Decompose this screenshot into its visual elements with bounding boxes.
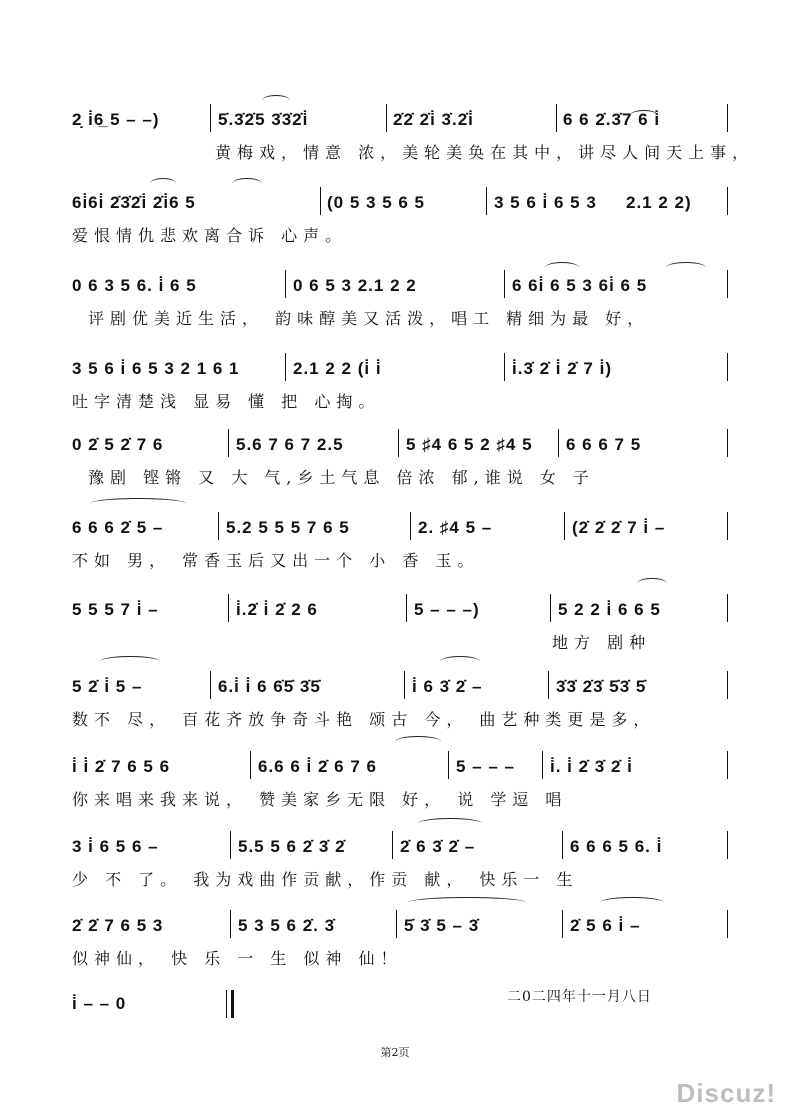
measure: i̇ 6 3̇ 2̇ – [412,677,483,696]
score-line-9 [0,747,790,817]
measure: (2̇ 2̇ 2̇ 7 i̇ – [572,518,666,537]
barline [230,910,231,938]
score-line-2 [0,183,790,253]
barline [727,429,728,457]
barline [542,751,543,779]
slur-mark [545,262,579,273]
measure: 5 3 5 6 2̇. 3̇ [238,916,336,935]
slur-mark [395,736,441,747]
measure: 6 6 6 2̇ 5 – [72,518,164,537]
barline [727,270,728,298]
barline [727,512,728,540]
measure: 2̇ 5 6 i̇ – [570,916,641,935]
measure: 2.1 2 2 (i̇ i̇ [293,359,382,378]
slur-mark [262,95,290,106]
notation-row [0,349,790,385]
measure: 5 – – –) [414,600,480,619]
barline [548,671,549,699]
barline [504,353,505,381]
barline [550,594,551,622]
final-barline-thin [226,990,227,1018]
barline [562,831,563,859]
notation-row [0,425,790,461]
measure: 3 i̇ 6 5 6 – [72,837,159,856]
slur-mark [150,178,176,189]
barline [396,910,397,938]
score-line-6 [0,508,790,578]
notation-row [0,984,790,1020]
notation-row [0,183,790,219]
lyric-line: 你来唱来我来说， 赞美家乡无限 好， 说 学逗 唱 [72,790,568,809]
measure: (0 5 3 5 6 5 [327,193,426,212]
measure: 5̇.3̇2̇5 3̇3̇2̇i̇ [218,110,309,129]
notation-row [0,827,790,863]
measure: 6 6 2̇.3̇7 6 i̇ [563,110,661,129]
barline [504,270,505,298]
lyric-line: 地方 剧种 [552,633,652,652]
barline [230,831,231,859]
measure: 3̇3̇ 2̇3̇ 5̇3̇ 5̇ [556,677,647,696]
lyric-line: 数不 尽， 百花齐放争奇斗艳 颂古 今， 曲艺种类更是多， [72,710,656,729]
score-line-11 [0,906,790,976]
barline [386,104,387,132]
measure: 6.6 6 i̇ 2̇ 6 7 6 [258,757,377,776]
score-line-10 [0,827,790,897]
barline [564,512,565,540]
barline [210,671,211,699]
measure: 2̇ 6 3̇ 2̇ – [400,837,476,856]
measure: 5 2̇ i̇ 5 – [72,677,143,696]
slur-mark [90,498,186,509]
barline [727,910,728,938]
measure: 5 2 2 i̇ 6 6 5 [558,600,661,619]
measure: 6 6i̇ 6 5 3 6i̇ 6 5 [512,276,648,295]
barline [285,270,286,298]
measure: 2̇ 2̇ 7 6 5 3 [72,916,164,935]
lyric-line: 黄梅戏，情意 浓，美轮美奂在其中，讲尽人间天上事， [215,143,755,162]
notation-row [0,100,790,136]
measure: 5.5 5 6 2̇ 3̇ 2̇ [238,837,346,856]
barline [562,910,563,938]
measure: i̇ – – 0 [72,994,127,1013]
barline [320,187,321,215]
final-barline-thick [231,990,234,1018]
barline [558,429,559,457]
forum-watermark: Discuz! [676,1078,776,1108]
barline [285,353,286,381]
slur-mark [100,656,160,667]
measure: 5.6 7 6 7 2.5 [236,435,344,454]
slur-mark [408,897,526,908]
measure: 2.1 2 2) [626,193,692,212]
notation-row [0,508,790,544]
barline [727,671,728,699]
lyric-line: 吐字清楚浅 显易 懂 把 心掏。 [72,392,381,411]
barline [727,751,728,779]
barline [727,594,728,622]
measure: 0 6 5 3 2.1 2 2 [293,276,417,295]
composition-date: 二0二四年十一月八日 [507,989,652,1005]
barline [210,104,211,132]
notation-row [0,747,790,783]
barline [727,353,728,381]
barline [406,594,407,622]
barline [727,831,728,859]
barline [398,429,399,457]
measure: 3 5 6 i̇ 6 5 3 2 1 6 1 [72,359,240,378]
measure: 6 6 6 7 5 [566,435,642,454]
measure: 5.2 5 5 5 7 6 5 [226,518,350,537]
score-line-7 [0,590,790,660]
measure: i̇.3̇ 2̇ i̇ 2̇ 7 i̇) [512,359,612,378]
measure: 5 – – – [456,757,515,776]
measure: 0 6 3 5 6. i̇ 6 5 [72,276,197,295]
measure: 6i̇6i̇ 2̇3̇2̇i̇ 2̇i̇6 5 [72,193,196,212]
barline [228,594,229,622]
notation-row [0,667,790,703]
barline [404,671,405,699]
score-line-3 [0,266,790,336]
barline [448,751,449,779]
lyric-line: 少 不 了。 我为戏曲作贡献，作贡 献， 快乐一 生 [72,870,579,889]
slur-mark [630,110,658,121]
barline [392,831,393,859]
barline [228,429,229,457]
measure: i̇ i̇ 2̇ 7 6 5 6 [72,757,171,776]
lyric-line: 似神仙， 快 乐 一 生 似神 仙！ [72,949,403,968]
score-line-4 [0,349,790,419]
measure: 5 ♯4 6 5 2 ♯4 5 [406,435,533,454]
measure: 0 2̇ 5 2̇ 7 6 [72,435,164,454]
score-line-8 [0,667,790,737]
slur-mark [637,578,667,589]
barline [727,104,728,132]
measure: 2. ♯4 5 – [418,518,493,537]
measure: 6 6 6 5 6. i̇ [570,837,663,856]
slur-mark [418,818,482,829]
lyric-line: 评剧优美近生活， 韵味醇美又活泼，唱工 精细为最 好， [88,309,650,328]
measure: 5̇ 3̇ 5 – 3̇ [404,916,480,935]
slur-mark [666,262,706,273]
slur-mark [440,656,480,667]
measure: i̇. i̇ 2̇ 3̇ 2̇ i̇ [550,757,633,776]
barline [250,751,251,779]
barline [727,187,728,215]
measure: i̇.2̇ i̇ 2̇ 2 6 [236,600,318,619]
barline [218,512,219,540]
measure: 5 5 5 7 i̇ – [72,600,159,619]
page-number: 第2页 [380,1046,410,1059]
measure: 3 5 6 i̇ 6 5 3 [494,193,597,212]
measure: 2̇2̇ 2̇i̇ 3̇.2̇i̇ [393,110,474,129]
notation-row [0,906,790,942]
slur-mark [600,897,664,908]
slur-mark [232,178,262,189]
measure: 2̣ i̇6̲ 5 – –) [72,110,160,129]
barline [410,512,411,540]
notation-row [0,590,790,626]
barline [486,187,487,215]
barline [556,104,557,132]
lyric-line: 爱恨情仇悲欢离合诉 心声。 [72,226,348,245]
lyric-line: 豫剧 铿锵 又 大 气,乡土气息 倍浓 郁,谁说 女 子 [88,468,595,487]
measure: 6.i̇ i̇ 6 6̇5̇ 3̇5̇ [218,677,321,696]
score-line-5 [0,425,790,495]
lyric-line: 不如 男， 常香玉后又出一个 小 香 玉。 [72,551,480,570]
score-line-1 [0,100,790,170]
